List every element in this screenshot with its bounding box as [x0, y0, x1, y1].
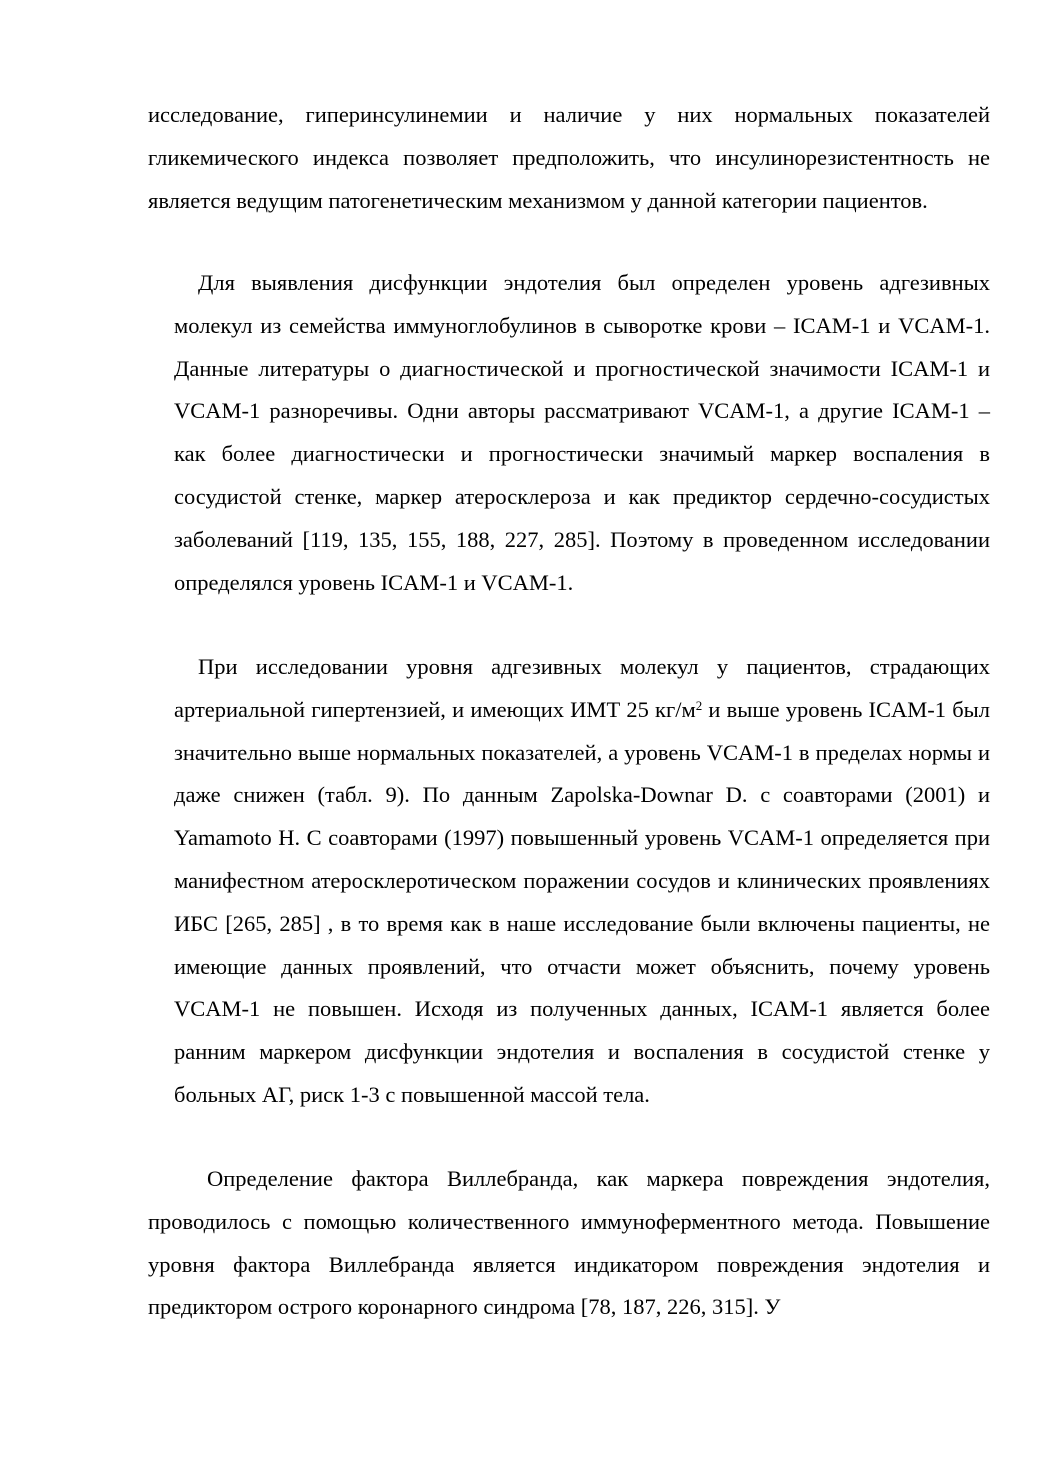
paragraph-insulin-resistance: исследование, гиперинсулинемии и наличие у них нормальных показателей гликемического индекса позволяет предположить, что инсулинорезистентность не является ведущим патогенетическим механизмом у данной категории пациентов.: [148, 102, 990, 213]
paragraph-willebrand-factor: Определение фактора Виллебранда, как маркера повреждения эндотелия, проводилось с помощью количественного иммуноферментного метода. Повышение уровня фактора Виллебранда является индикатором повреждения эндотелия и предиктором острого коронарного синдрома [78, 187, 226, 315]. У: [148, 1166, 990, 1320]
superscript-exponent: 2: [695, 697, 703, 713]
paragraph-icam-vcam-results: [174, 646, 990, 1117]
paragraph-adhesion-molecules: Для выявления дисфункции эндотелия был определен уровень адгезивных молекул из семейства иммуноглобулинов в сыворотке крови – ICAM-1 и VCAM-1. Данные литературы о диагностической и прогностической значимости ICAM-1 и VCAM-1 разноречивы. Одни авторы рассматривают VCAM-1, а другие ICAM-1 – как более диагностически и прогностически значимый маркер воспаления в сосудистой стенке, маркер атеросклероза и как предиктор сердечно-сосудистых заболеваний [119, 135, 155, 188, 227, 285]. Поэтому в проведенном исследовании определялся уровень ICAM-1 и VCAM-1.: [174, 270, 990, 595]
paragraph-text-after-superscript: и выше уровень ICAM-1 был значительно выше нормальных показателей, а уровень VCAM-1 в пределах нормы и даже снижен (табл. 9). По данным Zapolska-Downar D. с соавторами (2001) и Yamamoto H. C соавторами (1997) повышенный уровень VCAM-1 определяется при манифестном атеросклеротическом поражении сосудов и клинических проявлениях ИБС [265, 285] , в то время как в наше исследование были включены пациенты, не имеющие данных проявлений, что отчасти может объяснить, почему уровень VCAM-1 не повышен. Исходя из полученных данных, ICAM-1 является более ранним маркером дисфункции эндотелия и воспаления в сосудистой стенке у больных АГ, риск 1-3 с повышенной массой тела.: [174, 696, 990, 1107]
paragraph-text-before-superscript: При исследовании уровня адгезивных молекул у пациентов, страдающих артериальной гипертензией, и имеющих ИМТ 25 кг/м: [174, 654, 990, 722]
